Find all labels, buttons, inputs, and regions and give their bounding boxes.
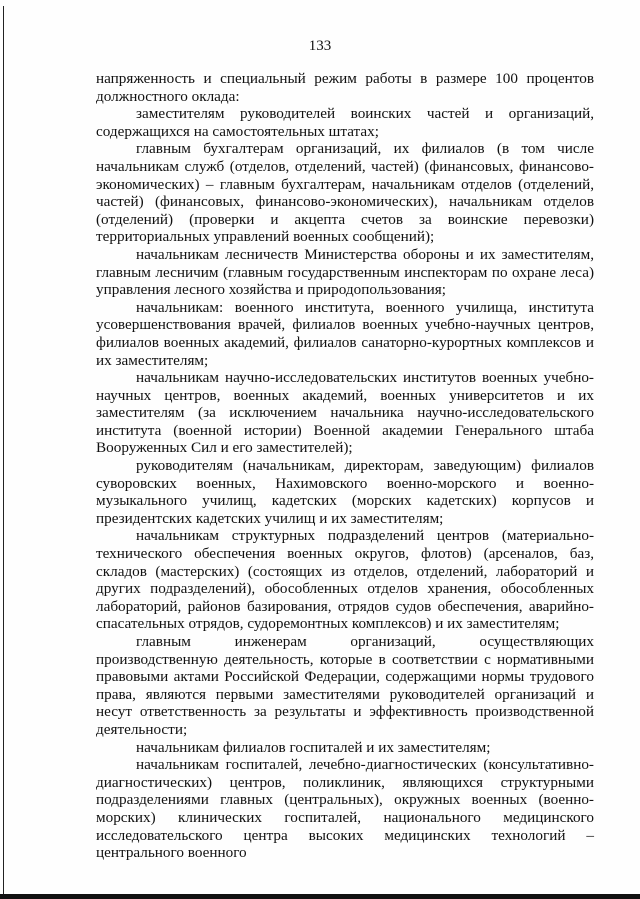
paragraph: начальникам филиалов госпиталей и их заместителям; — [136, 738, 491, 756]
paragraph: начальникам: военного института, военного училища, института усовершенствования врачей, филиалов военных учебно-научных центров, филиалов военных академий, филиалов санаторно-курортных комплексов и их заместителям; — [96, 298, 594, 369]
scan-edge-left — [3, 6, 4, 894]
paragraph: начальникам научно-исследовательских институтов военных учебно-научных центров, военных академий, военных университетов и их заместителям (за исключением начальника научно-исследовательского института (военной истории) Военной академии Генерального штаба Вооруженных Сил и его заместителей); — [96, 369, 594, 457]
paragraph: главным инженерам организаций, осуществляющих производственную деятельность, которые в соответствии с нормативными правовыми актами Российской Федерации, содержащими нормы трудового права, являются первыми заместителями руководителей организаций и несут ответственность за результаты и эффективность производственной деятельности; — [96, 633, 594, 738]
paragraph: напряженность и специальный режим работы в размере 100 процентов должностного оклада: — [96, 70, 594, 105]
paragraph: начальникам госпиталей, лечебно-диагностических (консультативно-диагностических) центров, поликлиник, являющихся структурными подразделениями главных (центральных), окружных военных (военно-морских) клинических госпиталей, национального медицинского исследовательского центра высоких медицинских технологий – центрального военного — [96, 756, 594, 862]
paragraph: начальникам лесничеств Министерства обороны и их заместителям, главным лесничим (главным государственным инспекторам по охране леса) управления лесного хозяйства и природопользования; — [96, 245, 594, 299]
paragraph: руководителям (начальникам, директорам, заведующим) филиалов суворовских военных, Нахимовского военно-морского и военно-музыкального училищ, кадетских (морских кадетских) корпусов и президентских кадетских училищ и их заместителям; — [96, 457, 594, 527]
paragraph: заместителям руководителей воинских частей и организаций, содержащихся на самостоятельных штатах; — [96, 105, 594, 140]
paragraph: начальникам структурных подразделений центров (материально-технического обеспечения военных округов, флотов) (арсеналов, баз, складов (мастерских) (состоящих из отделов, отделений, лабораторий и других подразделений), обособленных отделов хранения, обособленных лабораторий, районов базирования, отрядов судов обеспечения, аварийно-спасательных отрядов, судоремонтных комплексов) и их заместителям; — [96, 527, 594, 633]
page-number: 133 — [308, 38, 332, 54]
scan-edge-bottom — [0, 894, 640, 899]
document-body — [96, 70, 594, 862]
paragraph: главным бухгалтерам организаций, их филиалов (в том числе начальникам служб (отделов, отделений, частей) (финансовых, финансово-экономических) – главным бухгалтерам, начальникам отделов (отделений, частей) (финансовых, финансово-экономических), начальникам отделов (отделений) (проверки и акцепта счетов за воинские перевозки) территориальных управлений военных сообщений); — [96, 140, 594, 246]
